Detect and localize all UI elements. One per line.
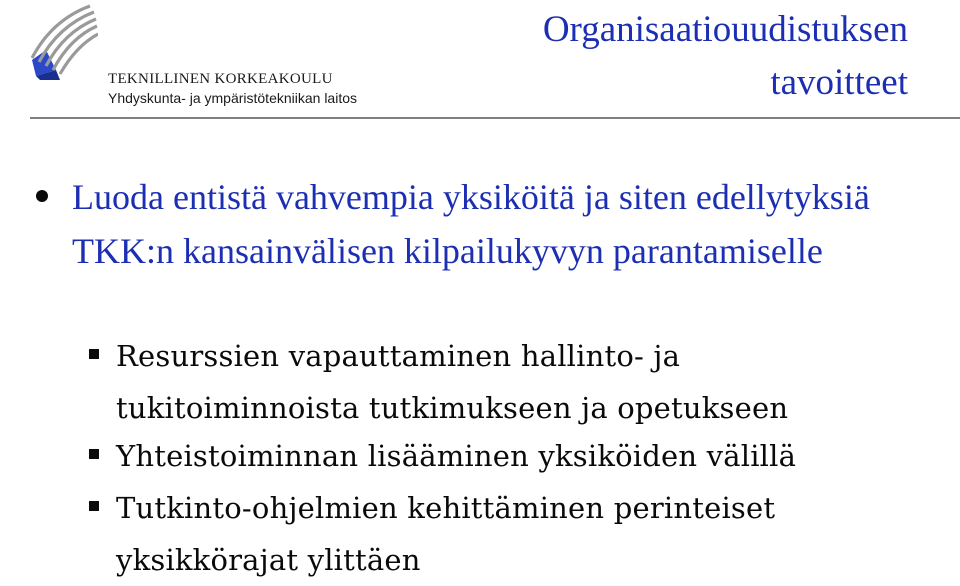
- sub-bullet-item-2: [116, 430, 916, 482]
- sub-bullet-text-1: Resurssien vapauttaminen hallinto- ja tukitoiminnoista tutkimukseen ja opetukseen: [116, 339, 789, 425]
- dot-bullet-icon: [36, 190, 48, 202]
- organization-name: TEKNILLINEN KORKEAKOULU: [108, 71, 333, 87]
- sub-bullet-item-3: [116, 482, 916, 586]
- square-bullet-icon: [89, 349, 99, 359]
- tkk-logo-icon: [26, 4, 98, 80]
- slide-title: [543, 3, 908, 109]
- main-bullet-text: Luoda entistä vahvempia yksiköitä ja siten edellytyksiä TKK:n kansainvälisen kilpailukyvyn parantamiselle: [72, 177, 870, 271]
- header-divider: [30, 117, 960, 119]
- sub-bullet-text-2: Yhteistoiminnan lisääminen yksiköiden välillä: [116, 439, 797, 473]
- slide-title-line-1: Organisaatiouudistuksen: [542, 9, 908, 50]
- department-name: Yhdyskunta- ja ympäristötekniikan laitos: [108, 90, 358, 106]
- main-bullet-item: [72, 170, 902, 278]
- sub-bullet-item-1: [116, 330, 916, 434]
- sub-bullet-text-3: Tutkinto-ohjelmien kehittäminen perinteiset yksikkörajat ylittäen: [116, 491, 776, 577]
- square-bullet-icon: [89, 501, 99, 511]
- square-bullet-icon: [89, 449, 99, 459]
- slide-title-line-2: tavoitteet: [770, 62, 908, 103]
